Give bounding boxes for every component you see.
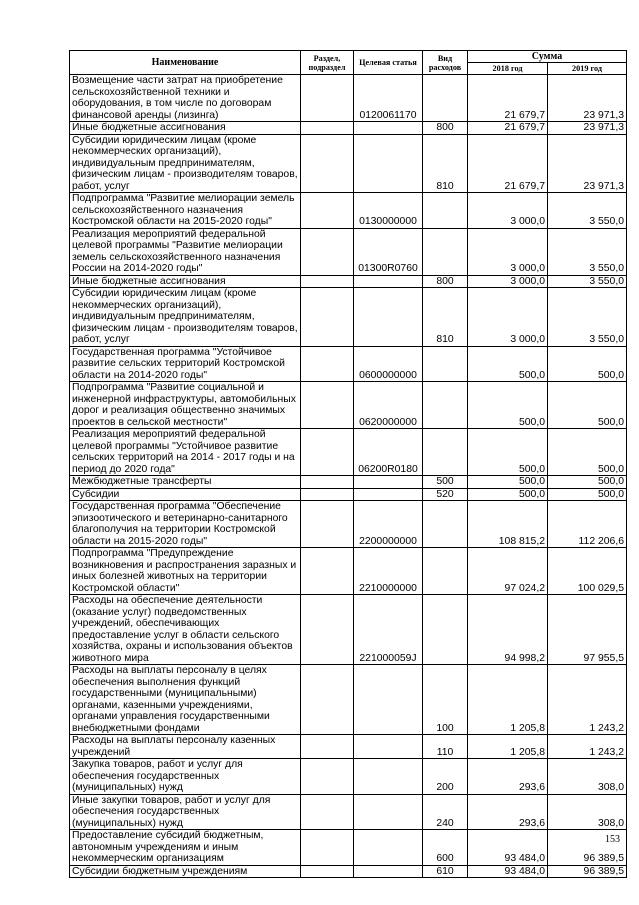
table-row: [70, 476, 627, 489]
cell-amount-2019: 500,0: [548, 476, 627, 489]
table-row: [70, 830, 627, 866]
cell-expense-type: 520: [423, 488, 468, 501]
cell-name: Субсидии: [70, 488, 301, 501]
cell-name: Предоставление субсидий бюджетным, автономным учреждениям и иным некоммерческим организациям: [70, 830, 301, 866]
cell-name: Расходы на выплаты персоналу в целях обеспечения выполнения функций государственными (муниципальными) органами, казенными учреждениями, органами управления государственными внебюджетными фондами: [70, 665, 301, 735]
cell-section: [301, 665, 354, 735]
cell-section: [301, 548, 354, 595]
cell-section: [301, 75, 354, 122]
cell-section: [301, 346, 354, 382]
header-amount: Сумма: [468, 51, 627, 63]
cell-target-article: [354, 665, 423, 735]
cell-name: Субсидии юридическим лицам (кроме некоммерческих организаций), индивидуальным предпринимателям, физическим лицам - производителям товаров, работ, услуг: [70, 288, 301, 347]
cell-name: Реализация мероприятий федеральной целевой программы "Устойчивое развитие сельских территорий на 2014 - 2017 годы и на период до 2020 года": [70, 429, 301, 476]
table-row: [70, 794, 627, 830]
cell-amount-2019: 23 971,3: [548, 122, 627, 135]
cell-amount-2019: 96 389,5: [548, 865, 627, 878]
cell-target-article: [354, 476, 423, 489]
cell-amount-2018: 3 000,0: [468, 193, 548, 229]
cell-section: [301, 865, 354, 878]
header-name: Наименование: [70, 51, 301, 75]
cell-section: [301, 134, 354, 193]
cell-name: Расходы на обеспечение деятельности (оказание услуг) подведомственных учреждений, обеспечивающих предоставление услуг в области сельского хозяйства, охраны и использования объектов животного мира: [70, 595, 301, 665]
cell-amount-2019: 97 955,5: [548, 595, 627, 665]
cell-amount-2019: 23 971,3: [548, 134, 627, 193]
cell-target-article: 0120061170: [354, 75, 423, 122]
cell-section: [301, 122, 354, 135]
cell-section: [301, 476, 354, 489]
table-row: [70, 759, 627, 795]
cell-section: [301, 501, 354, 548]
cell-name: Иные бюджетные ассигнования: [70, 275, 301, 288]
table-row: [70, 665, 627, 735]
cell-name: Возмещение части затрат на приобретение сельскохозяйственной техники и оборудования, в том числе по договорам финансовой аренды (лизинга): [70, 75, 301, 122]
cell-name: Подпрограмма "Предупреждение возникновения и распространения заразных и иных болезней животных на территории Костромской области": [70, 548, 301, 595]
table-row: [70, 429, 627, 476]
cell-amount-2018: 108 815,2: [468, 501, 548, 548]
cell-target-article: [354, 794, 423, 830]
cell-amount-2019: 112 206,6: [548, 501, 627, 548]
cell-name: Государственная программа "Устойчивое развитие сельских территорий Костромской области на 2014-2020 годы": [70, 346, 301, 382]
cell-name: Субсидии бюджетным учреждениям: [70, 865, 301, 878]
cell-amount-2018: 21 679,7: [468, 122, 548, 135]
header-expense-type: Вид расходов: [423, 51, 468, 75]
table-row: [70, 382, 627, 429]
cell-target-article: 2200000000: [354, 501, 423, 548]
table-row: [70, 228, 627, 275]
table-body: [70, 75, 627, 878]
cell-amount-2018: 293,6: [468, 759, 548, 795]
cell-amount-2019: 500,0: [548, 429, 627, 476]
header-year-2018: 2018 год: [468, 63, 548, 75]
cell-section: [301, 288, 354, 347]
cell-expense-type: [423, 346, 468, 382]
table-row: [70, 346, 627, 382]
cell-target-article: [354, 759, 423, 795]
cell-expense-type: [423, 501, 468, 548]
cell-expense-type: [423, 228, 468, 275]
cell-expense-type: 810: [423, 288, 468, 347]
cell-amount-2018: 500,0: [468, 346, 548, 382]
cell-section: [301, 759, 354, 795]
page-number: 153: [605, 834, 620, 845]
cell-name: Подпрограмма "Развитие социальной и инженерной инфраструктуры, автомобильных дорог и реализация общественно значимых проектов в сельской местности": [70, 382, 301, 429]
cell-target-article: 06200R0180: [354, 429, 423, 476]
cell-expense-type: 110: [423, 735, 468, 759]
cell-target-article: 0130000000: [354, 193, 423, 229]
cell-amount-2018: 97 024,2: [468, 548, 548, 595]
cell-section: [301, 794, 354, 830]
cell-target-article: 0600000000: [354, 346, 423, 382]
cell-expense-type: 610: [423, 865, 468, 878]
table-row: [70, 548, 627, 595]
cell-name: Субсидии юридическим лицам (кроме некоммерческих организаций), индивидуальным предпринимателям, физическим лицам - производителям товаров, работ, услуг: [70, 134, 301, 193]
header-target-article: Целевая статья: [354, 51, 423, 75]
cell-section: [301, 488, 354, 501]
cell-amount-2018: 500,0: [468, 429, 548, 476]
cell-amount-2018: 93 484,0: [468, 830, 548, 866]
cell-expense-type: [423, 382, 468, 429]
cell-amount-2018: 293,6: [468, 794, 548, 830]
cell-amount-2019: 500,0: [548, 346, 627, 382]
cell-amount-2019: 100 029,5: [548, 548, 627, 595]
header-section: Раздел, подраздел: [301, 51, 354, 75]
table-row: [70, 134, 627, 193]
cell-target-article: [354, 288, 423, 347]
cell-section: [301, 429, 354, 476]
cell-section: [301, 228, 354, 275]
cell-amount-2019: 3 550,0: [548, 275, 627, 288]
cell-name: Закупка товаров, работ и услуг для обеспечения государственных (муниципальных) нужд: [70, 759, 301, 795]
table-row: [70, 275, 627, 288]
cell-target-article: [354, 134, 423, 193]
table-row: [70, 488, 627, 501]
table-row: [70, 288, 627, 347]
cell-amount-2018: 21 679,7: [468, 75, 548, 122]
cell-amount-2018: 1 205,8: [468, 735, 548, 759]
cell-target-article: [354, 830, 423, 866]
cell-amount-2019: 308,0: [548, 794, 627, 830]
cell-amount-2018: 3 000,0: [468, 275, 548, 288]
cell-expense-type: 600: [423, 830, 468, 866]
cell-expense-type: 810: [423, 134, 468, 193]
cell-section: [301, 595, 354, 665]
cell-amount-2018: 500,0: [468, 382, 548, 429]
cell-expense-type: 500: [423, 476, 468, 489]
cell-target-article: [354, 488, 423, 501]
cell-target-article: [354, 865, 423, 878]
table-row: [70, 75, 627, 122]
cell-target-article: 01300R0760: [354, 228, 423, 275]
cell-expense-type: [423, 193, 468, 229]
cell-section: [301, 830, 354, 866]
cell-expense-type: 800: [423, 275, 468, 288]
table-row: [70, 865, 627, 878]
cell-target-article: [354, 735, 423, 759]
cell-amount-2019: 96 389,5: [548, 830, 627, 866]
cell-expense-type: 800: [423, 122, 468, 135]
cell-expense-type: [423, 548, 468, 595]
cell-amount-2019: 3 550,0: [548, 228, 627, 275]
cell-target-article: 0620000000: [354, 382, 423, 429]
cell-section: [301, 735, 354, 759]
table-row: [70, 735, 627, 759]
cell-name: Иные закупки товаров, работ и услуг для обеспечения государственных (муниципальных) нужд: [70, 794, 301, 830]
cell-expense-type: 240: [423, 794, 468, 830]
table-row: [70, 501, 627, 548]
budget-table: [69, 50, 627, 878]
cell-amount-2019: 23 971,3: [548, 75, 627, 122]
cell-expense-type: 100: [423, 665, 468, 735]
table-row: [70, 595, 627, 665]
cell-amount-2018: 93 484,0: [468, 865, 548, 878]
cell-target-article: [354, 122, 423, 135]
cell-name: Подпрограмма "Развитие мелиорации земель сельскохозяйственного назначения Костромской области на 2015-2020 годы": [70, 193, 301, 229]
table-row: [70, 193, 627, 229]
cell-amount-2019: 1 243,2: [548, 665, 627, 735]
table-row: [70, 122, 627, 135]
cell-name: Государственная программа "Обеспечение эпизоотического и ветеринарно-санитарного благополучия на территории Костромской области на 2015-2020 годы": [70, 501, 301, 548]
cell-name: Реализация мероприятий федеральной целевой программы "Развитие мелиорации земель сельскохозяйственного назначения России на 2014-2020 годы": [70, 228, 301, 275]
cell-amount-2019: 500,0: [548, 488, 627, 501]
cell-amount-2018: 94 998,2: [468, 595, 548, 665]
table-header: [70, 51, 627, 75]
cell-amount-2019: 3 550,0: [548, 193, 627, 229]
cell-section: [301, 193, 354, 229]
cell-target-article: [354, 275, 423, 288]
cell-amount-2018: 500,0: [468, 476, 548, 489]
cell-expense-type: [423, 75, 468, 122]
cell-amount-2019: 308,0: [548, 759, 627, 795]
cell-amount-2018: 21 679,7: [468, 134, 548, 193]
cell-target-article: 2210000000: [354, 548, 423, 595]
cell-amount-2019: 1 243,2: [548, 735, 627, 759]
cell-amount-2018: 3 000,0: [468, 228, 548, 275]
cell-amount-2019: 3 550,0: [548, 288, 627, 347]
cell-amount-2018: 3 000,0: [468, 288, 548, 347]
cell-expense-type: [423, 429, 468, 476]
cell-name: Межбюджетные трансферты: [70, 476, 301, 489]
cell-amount-2018: 1 205,8: [468, 665, 548, 735]
cell-amount-2019: 500,0: [548, 382, 627, 429]
header-year-2019: 2019 год: [548, 63, 627, 75]
cell-expense-type: 200: [423, 759, 468, 795]
cell-section: [301, 275, 354, 288]
cell-amount-2018: 500,0: [468, 488, 548, 501]
cell-expense-type: [423, 595, 468, 665]
cell-section: [301, 382, 354, 429]
cell-target-article: 221000059J: [354, 595, 423, 665]
cell-name: Расходы на выплаты персоналу казенных учреждений: [70, 735, 301, 759]
cell-name: Иные бюджетные ассигнования: [70, 122, 301, 135]
